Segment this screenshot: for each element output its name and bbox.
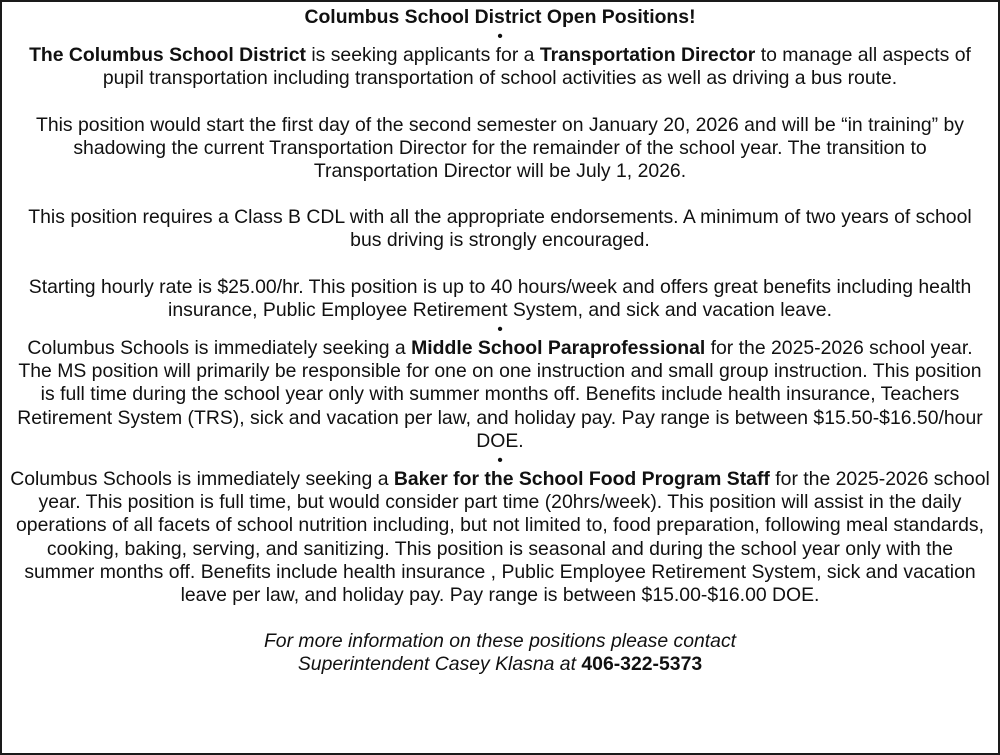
transportation-pay: Starting hourly rate is $25.00/hr. This position is up to 40 hours/week and offers great benefits including health insurance, Public Employee Retirement System, and sick and vacation leave.: [28, 275, 972, 321]
baker-role: Baker for the School Food Program Staff: [393, 468, 770, 491]
bullet-separator: •: [497, 452, 503, 470]
spacer: [10, 183, 990, 206]
paraprofessional-role: Middle School Paraprofessional: [411, 337, 706, 360]
bullet-separator: •: [497, 321, 503, 339]
paraprofessional-posting: Columbus Schools is immediately seeking a Middle School Paraprofessional for the 2025-2026 school year. The MS position will primarily be responsible for one on one instruction and small group instruction. This position is full time during the school year only with summer months off. Benefits include health insurance, Teachers Retirement System (TRS), sick and vacation per law, and holiday pay. Pay range is between $15.50-$16.50/hour DOE.: [17, 337, 983, 452]
transportation-requirements: This position requires a Class B CDL with all the appropriate endorsements. A minimum of two years of school bus driving is strongly encouraged.: [28, 206, 972, 252]
spacer: [10, 253, 990, 276]
contact-line-1: For more information on these positions please contact: [263, 630, 737, 653]
transportation-intro: The Columbus School District is seeking applicants for a Transportation Director to manage all aspects of pupil transportation including transportation of school activities as well as driving a bus route.: [29, 44, 971, 90]
transportation-director-role: Transportation Director: [539, 44, 756, 67]
bullet-separator: •: [497, 28, 503, 46]
ad-title: Columbus School District Open Positions!: [304, 6, 696, 28]
district-name: The Columbus School District: [29, 44, 306, 67]
contact-phone: 406-322-5373: [581, 653, 703, 676]
contact-line-2: Superintendent Casey Klasna at 406-322-5373: [297, 653, 703, 676]
spacer: [10, 607, 990, 630]
transportation-start-details: This position would start the first day of the second semester on January 20, 2026 and will be “in training” by shadowing the current Transportation Director for the remainder of the school year. The transition to Transportation Director will be July 1, 2026.: [35, 113, 964, 183]
baker-posting: Columbus Schools is immediately seeking a Baker for the School Food Program Staff for the 2025-2026 school year. This position is full time, but would consider part time (20hrs/week). This position will assist in the daily operations of all facets of school nutrition including, but not limited to, food preparation, following meal standards, cooking, baking, serving, and sanitizing. This position is seasonal and during the school year only with the summer months off. Benefits include health insurance , Public Employee Retirement System, sick and vacation leave per law, and holiday pay. Pay range is between $15.00-$16.00 DOE.: [10, 468, 990, 607]
spacer: [10, 91, 990, 114]
